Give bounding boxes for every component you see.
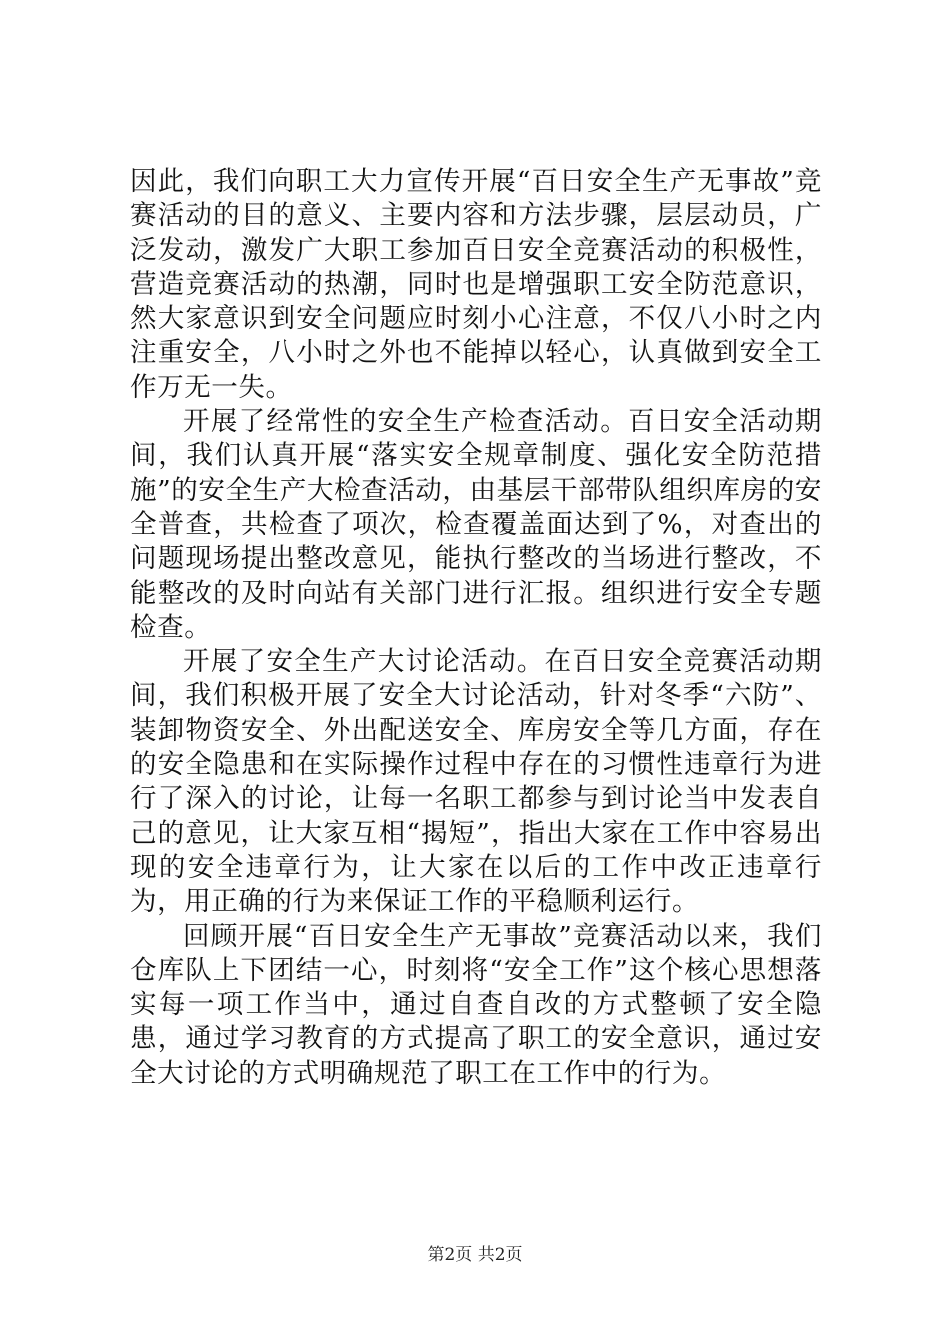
paragraph-1: 因此，我们向职工大力宣传开展“百日安全生产无事故”竞赛活动的目的意义、主要内容和方法步骤，层层动员，广泛发动，激发广大职工参加百日安全竞赛活动的积极性，营造竞赛活动的热潮，同时也是增强职工安全防范意识，然大家意识到安全问题应时刻小心注意，不仅八小时之内注重安全，八小时之外也不能掉以轻心，认真做到安全工作万无一失。: [130, 166, 822, 403]
document-body: [130, 165, 822, 1091]
paragraph-4: 回顾开展“百日安全生产无事故”竞赛活动以来，我们仓库队上下团结一心，时刻将“安全工作”这个核心思想落实每一项工作当中，通过自查自改的方式整顿了安全隐患，通过学习教育的方式提高了职工的安全意识，通过安全大讨论的方式明确规范了职工在工作中的行为。: [130, 920, 822, 1089]
page-number-footer: 第2页 共2页: [427, 1245, 523, 1265]
paragraph-2: 开展了经常性的安全生产检查活动。百日安全活动期间，我们认真开展“落实安全规章制度、强化安全防范措施”的安全生产大检查活动，由基层干部带队组织库房的安全普查，共检查了项次，检查覆盖面达到了%，对查出的问题现场提出整改意见，能执行整改的当场进行整改，不能整改的及时向站有关部门进行汇报。组织进行安全专题检查。: [130, 406, 822, 643]
paragraph-3: 开展了安全生产大讨论活动。在百日安全竞赛活动期间，我们积极开展了安全大讨论活动，针对冬季“六防”、装卸物资安全、外出配送安全、库房安全等几方面，存在的安全隐患和在实际操作过程中存在的习惯性违章行为进行了深入的讨论，让每一名职工都参与到讨论当中发表自己的意见，让大家互相“揭短”，指出大家在工作中容易出现的安全违章行为，让大家在以后的工作中改正违章行为，用正确的行为来保证工作的平稳顺利运行。: [130, 646, 822, 918]
